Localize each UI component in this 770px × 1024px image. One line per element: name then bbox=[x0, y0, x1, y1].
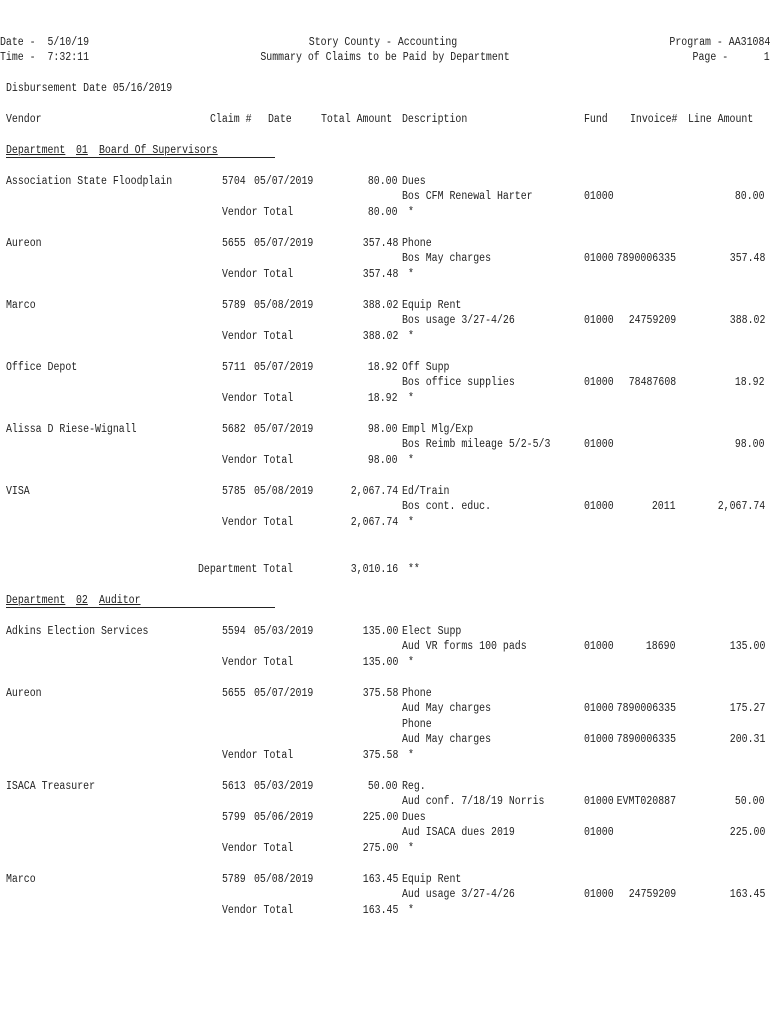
line-description: Aud VR forms 100 pads bbox=[402, 640, 527, 653]
claim-category: Ed/Train bbox=[402, 485, 450, 498]
vendor-total-label: Vendor Total bbox=[222, 904, 294, 917]
department-total-label: Department Total bbox=[198, 563, 293, 576]
col-vendor: Vendor bbox=[6, 113, 42, 126]
line-fund: 01000 bbox=[584, 252, 614, 265]
line-description: Bos cont. educ. bbox=[402, 500, 492, 513]
vendor-total-marker: * bbox=[408, 454, 414, 467]
claim-amount: 135.00 bbox=[362, 625, 398, 638]
claim-date: 05/07/2019 bbox=[254, 423, 314, 436]
department-label: Department bbox=[6, 594, 66, 607]
claim-category: Phone bbox=[402, 237, 432, 250]
claim-category: Off Supp bbox=[402, 361, 450, 374]
claim-amount: 225.00 bbox=[362, 811, 398, 824]
vendor-total-amount: 163.45 bbox=[362, 904, 398, 917]
line-amount: 98.00 bbox=[735, 438, 765, 451]
line-fund: 01000 bbox=[584, 888, 614, 901]
line-amount: 80.00 bbox=[735, 190, 765, 203]
report-time: Time - 7:32:11 bbox=[0, 51, 90, 64]
vendor-total-marker: * bbox=[408, 656, 414, 669]
claim-date: 05/07/2019 bbox=[254, 175, 314, 188]
line-amount: 388.02 bbox=[729, 314, 765, 327]
claim-amount: 375.58 bbox=[362, 687, 398, 700]
vendor-total-label: Vendor Total bbox=[222, 656, 294, 669]
claim-date: 05/07/2019 bbox=[254, 361, 314, 374]
department-total-marker: ** bbox=[408, 563, 420, 576]
col-invoice: Invoice# bbox=[630, 113, 678, 126]
claim-amount: 163.45 bbox=[362, 873, 398, 886]
vendor-name: Marco bbox=[6, 873, 36, 886]
vendor-total-amount: 98.00 bbox=[368, 454, 398, 467]
line-category: Phone bbox=[402, 718, 432, 731]
claim-number: 5789 bbox=[222, 873, 246, 886]
claim-category: Empl Mlg/Exp bbox=[402, 423, 474, 436]
vendor-total-marker: * bbox=[408, 904, 414, 917]
claim-category: Reg. bbox=[402, 780, 426, 793]
vendor-total-amount: 135.00 bbox=[362, 656, 398, 669]
claim-amount: 50.00 bbox=[368, 780, 398, 793]
claim-date: 05/08/2019 bbox=[254, 299, 314, 312]
vendor-total-marker: * bbox=[408, 516, 414, 529]
claim-number: 5655 bbox=[222, 237, 246, 250]
claim-category: Elect Supp bbox=[402, 625, 462, 638]
vendor-name: Marco bbox=[6, 299, 36, 312]
line-fund: 01000 bbox=[584, 314, 614, 327]
claim-category: Phone bbox=[402, 687, 432, 700]
line-description: Aud May charges bbox=[402, 733, 492, 746]
vendor-name: Aureon bbox=[6, 237, 42, 250]
claim-number: 5613 bbox=[222, 780, 246, 793]
claim-number: 5711 bbox=[222, 361, 246, 374]
vendor-total-label: Vendor Total bbox=[222, 206, 294, 219]
line-amount: 357.48 bbox=[729, 252, 765, 265]
line-fund: 01000 bbox=[584, 376, 614, 389]
claim-amount: 98.00 bbox=[368, 423, 398, 436]
department-label: Department bbox=[6, 144, 66, 157]
line-description: Aud May charges bbox=[402, 702, 492, 715]
department-number: 01 bbox=[76, 144, 88, 157]
line-amount: 175.27 bbox=[729, 702, 765, 715]
claim-date: 05/08/2019 bbox=[254, 873, 314, 886]
vendor-total-amount: 2,067.74 bbox=[350, 516, 398, 529]
vendor-total-marker: * bbox=[408, 330, 414, 343]
vendor-total-label: Vendor Total bbox=[222, 330, 294, 343]
claim-amount: 18.92 bbox=[368, 361, 398, 374]
claim-amount: 80.00 bbox=[368, 175, 398, 188]
vendor-name: VISA bbox=[6, 485, 30, 498]
line-amount: 200.31 bbox=[729, 733, 765, 746]
col-claim: Claim # bbox=[210, 113, 252, 126]
claim-amount: 388.02 bbox=[362, 299, 398, 312]
vendor-total-amount: 18.92 bbox=[368, 392, 398, 405]
claim-number: 5655 bbox=[222, 687, 246, 700]
col-total-amount: Total Amount bbox=[321, 113, 393, 126]
vendor-total-amount: 80.00 bbox=[368, 206, 398, 219]
line-description: Bos Reimb mileage 5/2-5/3 bbox=[402, 438, 551, 451]
line-description: Bos usage 3/27-4/26 bbox=[402, 314, 515, 327]
claim-date: 05/03/2019 bbox=[254, 625, 314, 638]
line-fund: 01000 bbox=[584, 640, 614, 653]
vendor-total-label: Vendor Total bbox=[222, 749, 294, 762]
line-amount: 225.00 bbox=[729, 826, 765, 839]
vendor-name: ISACA Treasurer bbox=[6, 780, 96, 793]
claim-date: 05/03/2019 bbox=[254, 780, 314, 793]
line-description: Bos office supplies bbox=[402, 376, 515, 389]
line-description: Bos May charges bbox=[402, 252, 492, 265]
claim-date: 05/07/2019 bbox=[254, 687, 314, 700]
line-amount: 18.92 bbox=[735, 376, 765, 389]
department-underline bbox=[6, 157, 275, 158]
line-description: Aud conf. 7/18/19 Norris bbox=[402, 795, 545, 808]
claim-number: 5594 bbox=[222, 625, 246, 638]
claim-category: Dues bbox=[402, 811, 426, 824]
line-amount: 163.45 bbox=[729, 888, 765, 901]
vendor-total-marker: * bbox=[408, 268, 414, 281]
col-line-amount: Line Amount bbox=[688, 113, 754, 126]
vendor-total-amount: 357.48 bbox=[362, 268, 398, 281]
line-invoice: 7890006335 bbox=[616, 252, 676, 265]
line-invoice: 24759209 bbox=[628, 314, 676, 327]
line-fund: 01000 bbox=[584, 795, 614, 808]
vendor-total-label: Vendor Total bbox=[222, 516, 294, 529]
line-invoice: 78487608 bbox=[628, 376, 676, 389]
vendor-total-marker: * bbox=[408, 842, 414, 855]
vendor-total-marker: * bbox=[408, 749, 414, 762]
line-fund: 01000 bbox=[584, 826, 614, 839]
claim-number: 5785 bbox=[222, 485, 246, 498]
col-description: Description bbox=[402, 113, 468, 126]
report-subtitle: Summary of Claims to be Paid by Department bbox=[260, 51, 510, 64]
claim-date: 05/08/2019 bbox=[254, 485, 314, 498]
claim-number: 5704 bbox=[222, 175, 246, 188]
claim-amount: 357.48 bbox=[362, 237, 398, 250]
vendor-total-amount: 275.00 bbox=[362, 842, 398, 855]
line-description: Aud ISACA dues 2019 bbox=[402, 826, 515, 839]
line-invoice: 18690 bbox=[646, 640, 676, 653]
vendor-name: Adkins Election Services bbox=[6, 625, 149, 638]
department-number: 02 bbox=[76, 594, 88, 607]
department-name: Auditor bbox=[99, 594, 141, 607]
line-fund: 01000 bbox=[584, 702, 614, 715]
claim-number: 5799 bbox=[222, 811, 246, 824]
line-fund: 01000 bbox=[584, 190, 614, 203]
department-underline bbox=[6, 607, 275, 608]
line-fund: 01000 bbox=[584, 733, 614, 746]
line-invoice: EVMT020887 bbox=[616, 795, 676, 808]
department-name: Board Of Supervisors bbox=[99, 144, 218, 157]
line-amount: 50.00 bbox=[735, 795, 765, 808]
line-amount: 135.00 bbox=[729, 640, 765, 653]
claim-category: Equip Rent bbox=[402, 299, 462, 312]
line-fund: 01000 bbox=[584, 438, 614, 451]
report-org: Story County - Accounting bbox=[308, 36, 458, 49]
line-invoice: 2011 bbox=[652, 500, 676, 513]
claim-amount: 2,067.74 bbox=[350, 485, 398, 498]
vendor-name: Aureon bbox=[6, 687, 42, 700]
claim-date: 05/06/2019 bbox=[254, 811, 314, 824]
page-number: Page - 1 bbox=[692, 51, 770, 64]
vendor-total-label: Vendor Total bbox=[222, 268, 294, 281]
vendor-name: Office Depot bbox=[6, 361, 78, 374]
vendor-total-label: Vendor Total bbox=[222, 454, 294, 467]
claim-number: 5682 bbox=[222, 423, 246, 436]
department-total-amount: 3,010.16 bbox=[350, 563, 398, 576]
report-date: Date - 5/10/19 bbox=[0, 36, 90, 49]
vendor-total-marker: * bbox=[408, 206, 414, 219]
line-fund: 01000 bbox=[584, 500, 614, 513]
col-fund: Fund bbox=[584, 113, 608, 126]
claim-category: Equip Rent bbox=[402, 873, 462, 886]
col-date: Date bbox=[268, 113, 292, 126]
line-amount: 2,067.74 bbox=[717, 500, 765, 513]
line-description: Aud usage 3/27-4/26 bbox=[402, 888, 515, 901]
vendor-total-amount: 375.58 bbox=[362, 749, 398, 762]
claim-category: Dues bbox=[402, 175, 426, 188]
vendor-total-label: Vendor Total bbox=[222, 842, 294, 855]
vendor-total-label: Vendor Total bbox=[222, 392, 294, 405]
vendor-name: Alissa D Riese-Wignall bbox=[6, 423, 137, 436]
claim-date: 05/07/2019 bbox=[254, 237, 314, 250]
claim-number: 5789 bbox=[222, 299, 246, 312]
line-invoice: 7890006335 bbox=[616, 733, 676, 746]
program-id: Program - AA31084 bbox=[669, 36, 770, 49]
vendor-total-marker: * bbox=[408, 392, 414, 405]
vendor-total-amount: 388.02 bbox=[362, 330, 398, 343]
disbursement-date: Disbursement Date 05/16/2019 bbox=[6, 82, 173, 95]
line-description: Bos CFM Renewal Harter bbox=[402, 190, 533, 203]
vendor-name: Association State Floodplain bbox=[6, 175, 173, 188]
line-invoice: 7890006335 bbox=[616, 702, 676, 715]
line-invoice: 24759209 bbox=[628, 888, 676, 901]
